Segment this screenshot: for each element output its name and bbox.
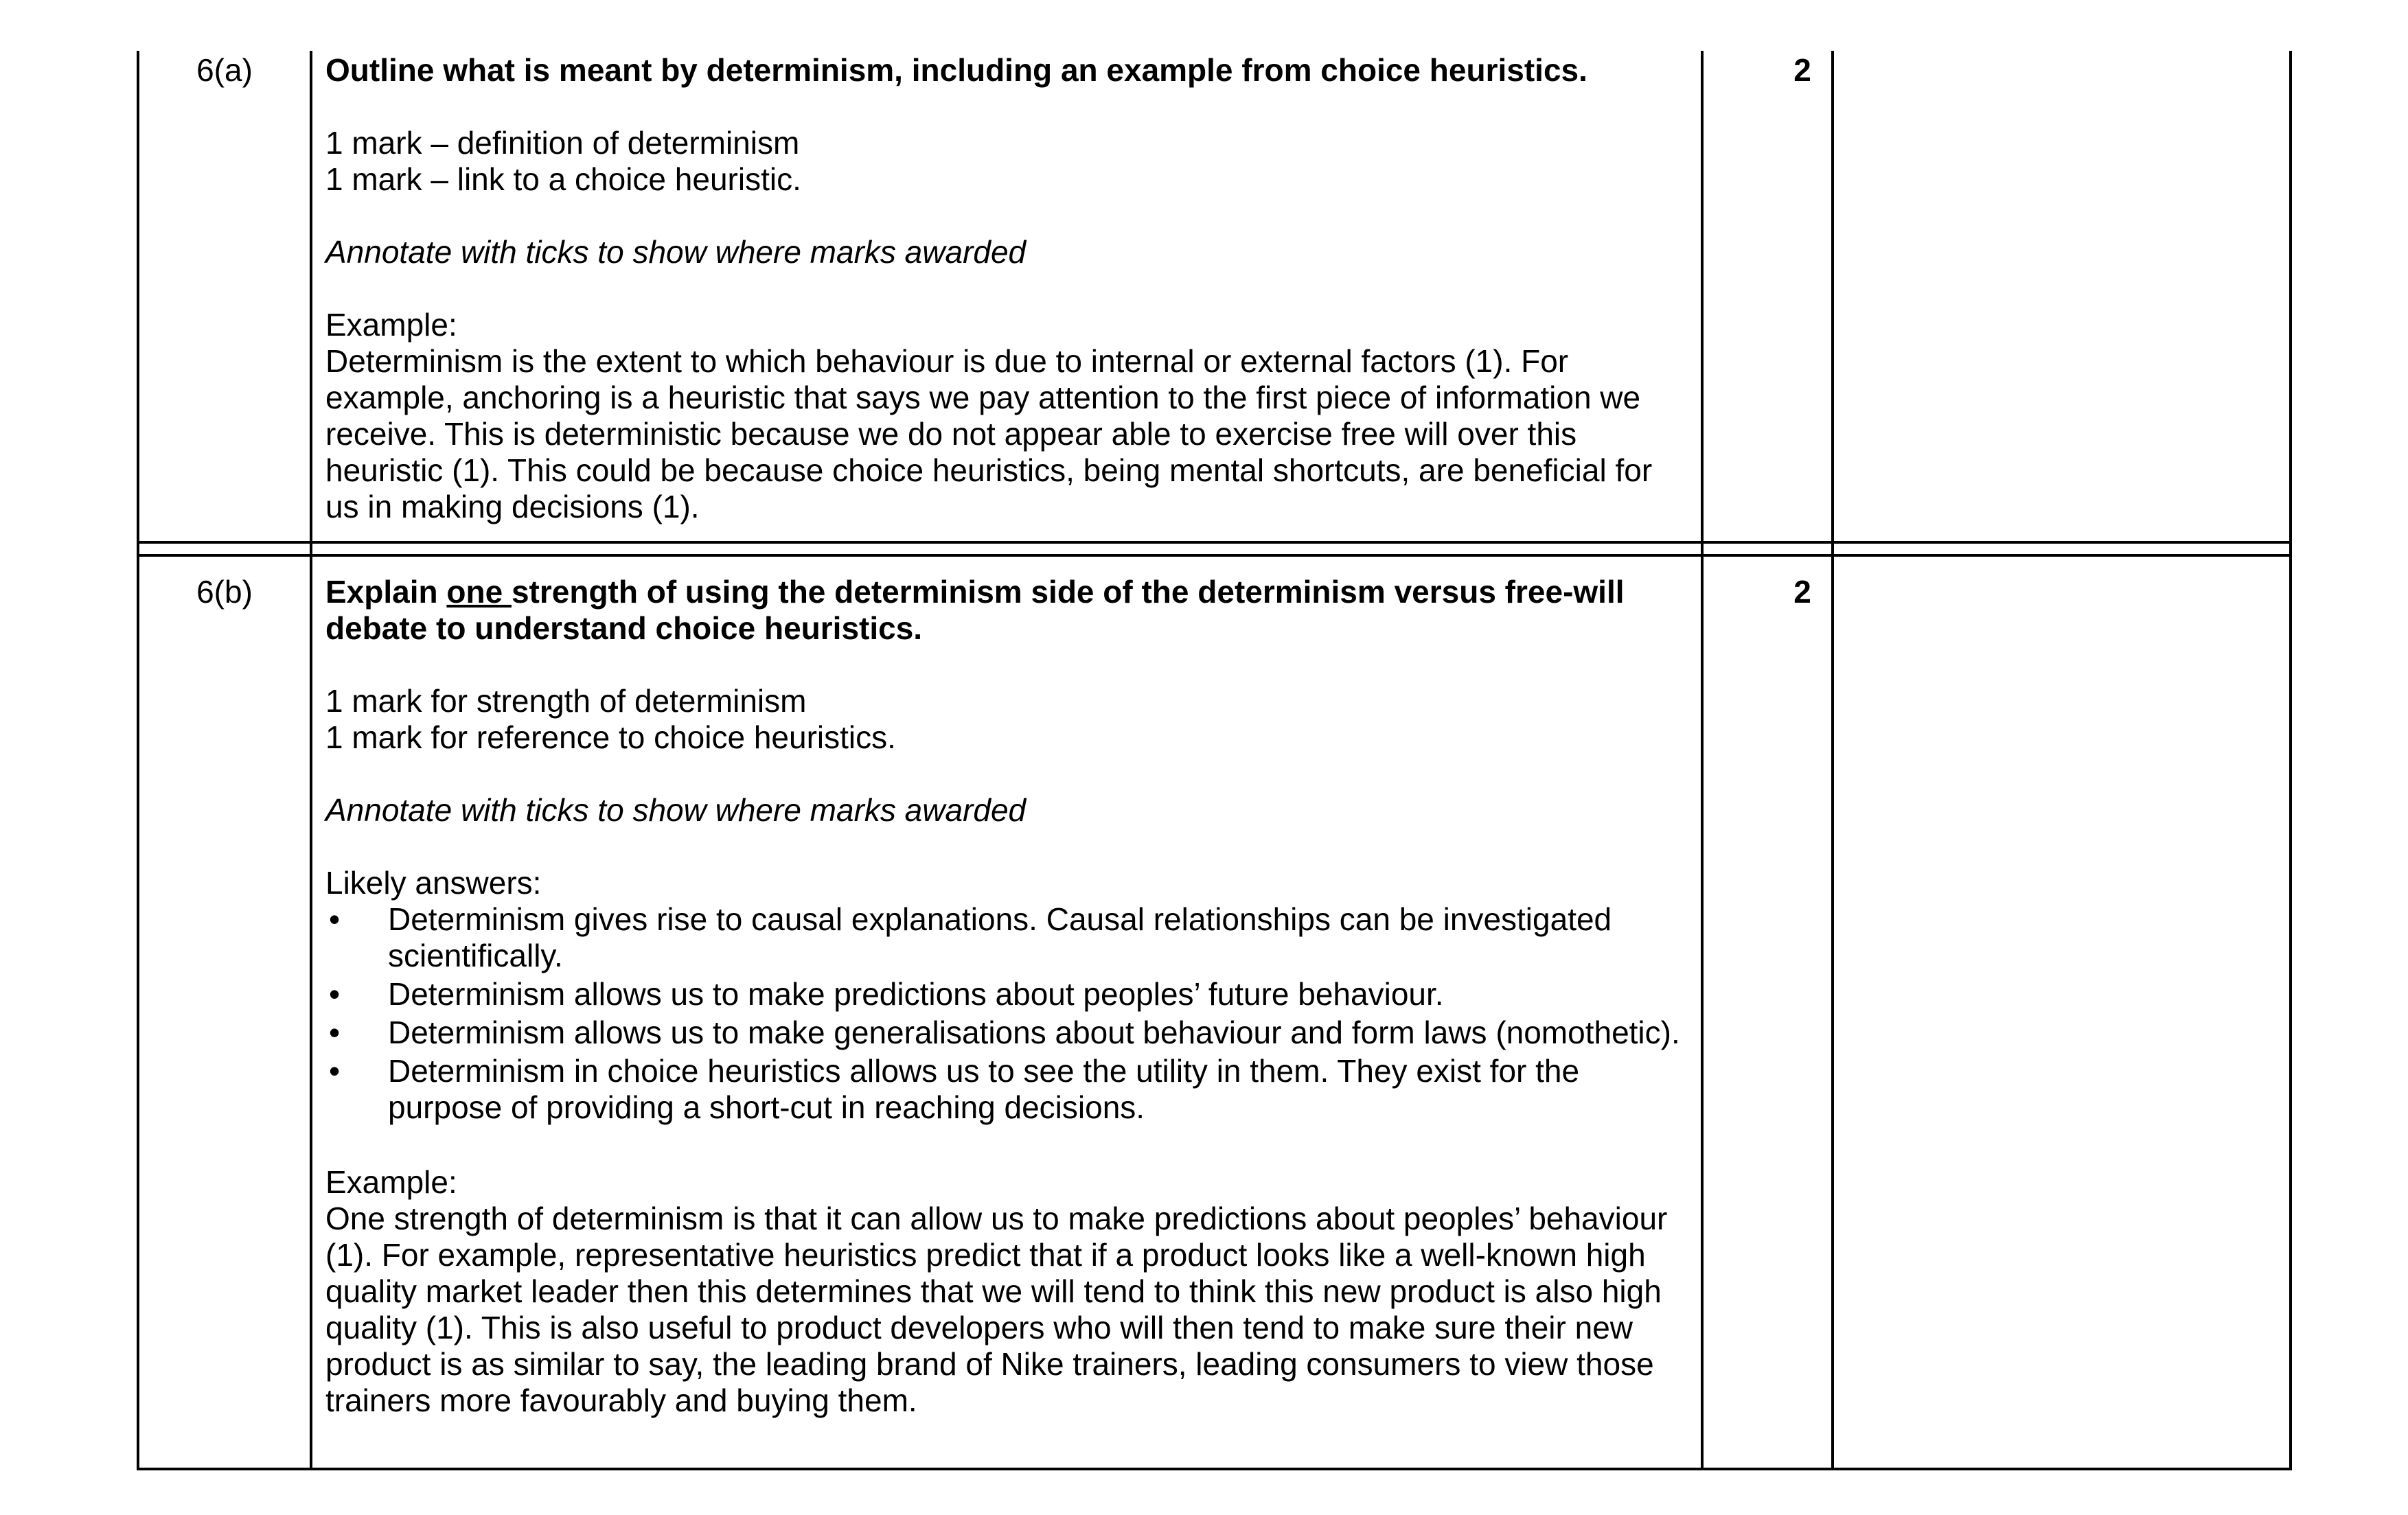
criteria-line-6b-1: 1 mark for strength of determinism [325,683,807,719]
row-separator-bottom [137,554,2292,557]
question-number-6b: 6(b) [196,574,253,610]
table-bottom-border [137,1468,2292,1470]
example-heading-6b: Example: [325,1164,457,1200]
table-left-border [137,51,139,1469]
marks-6a: 2 [1793,52,1811,88]
table-right-border [2289,51,2292,1469]
example-heading-6a: Example: [325,307,457,343]
criteria-line-6a-1: 1 mark – definition of determinism [325,125,800,161]
answer-cell-6b [325,574,1692,1419]
example-text-6a: Determinism is the extent to which behaviour is due to internal or external factors (1). For example, anchoring is a heuristic that says we pay attention to the first piece of information we receive. This is deterministic because we do not appear able to exercise free will over this heuristic (1). This could be because choice heuristics, being mental shortcuts, are beneficial for us in making decisions (1). [325,343,1653,524]
likely-answer-text: Determinism gives rise to causal explanations. Causal relationships can be investigated scientifically. [388,901,1612,973]
column-divider-question [310,51,312,1469]
question-text-6b-underlined: one [446,574,512,610]
likely-answer-item [325,1015,1692,1051]
criteria-line-6a-2: 1 mark – link to a choice heuristic. [325,161,801,197]
likely-answer-text: Determinism allows us to make predictions about peoples’ future behaviour. [388,976,1444,1012]
likely-answer-item [325,901,1692,974]
question-text-6b-end: strength of using the determinism side of the determinism versus free-will debate to understand choice heuristics. [325,574,1625,646]
question-text-6b-start: Explain [325,574,447,610]
question-text-6b [325,574,1692,647]
row-separator-top [137,541,2292,544]
likely-answers-list [325,901,1692,1126]
column-divider-marks [1701,51,1704,1469]
likely-answer-text: Determinism in choice heuristics allows us to see the utility in them. They exist for the purpose of providing a short-cut in reaching decisions. [388,1053,1580,1125]
likely-answer-item [325,1053,1692,1126]
likely-answer-item [325,976,1692,1013]
bullet-icon: • [329,976,341,1012]
bullet-icon: • [329,1053,341,1089]
example-text-6b: One strength of determinism is that it can allow us to make predictions about peoples’ behaviour (1). For example, representative heuristics predict that if a product looks like a well-known high quality market leader then this determines that we will tend to think this new product is also high quality (1). This is also useful to product developers who will then tend to make sure their new product is as similar to say, the leading brand of Nike trainers, leading consumers to view those trainers more favourably and buying them. [325,1201,1668,1418]
likely-answers-heading: Likely answers: [325,865,542,901]
likely-answer-text: Determinism allows us to make generalisations about behaviour and form laws (nomothetic). [388,1015,1680,1050]
annotate-instruction-6b: Annotate with ticks to show where marks awarded [325,792,1027,828]
question-text-6a: Outline what is meant by determinism, including an example from choice heuristics. [325,52,1587,88]
column-divider-guidance [1831,51,1834,1469]
answer-cell-6a [325,52,1692,525]
bullet-icon: • [329,901,341,937]
question-number-6a: 6(a) [196,52,253,88]
marks-6b: 2 [1793,574,1811,610]
annotate-instruction-6a: Annotate with ticks to show where marks awarded [325,234,1027,270]
bullet-icon: • [329,1015,341,1050]
criteria-line-6b-2: 1 mark for reference to choice heuristics. [325,719,896,755]
